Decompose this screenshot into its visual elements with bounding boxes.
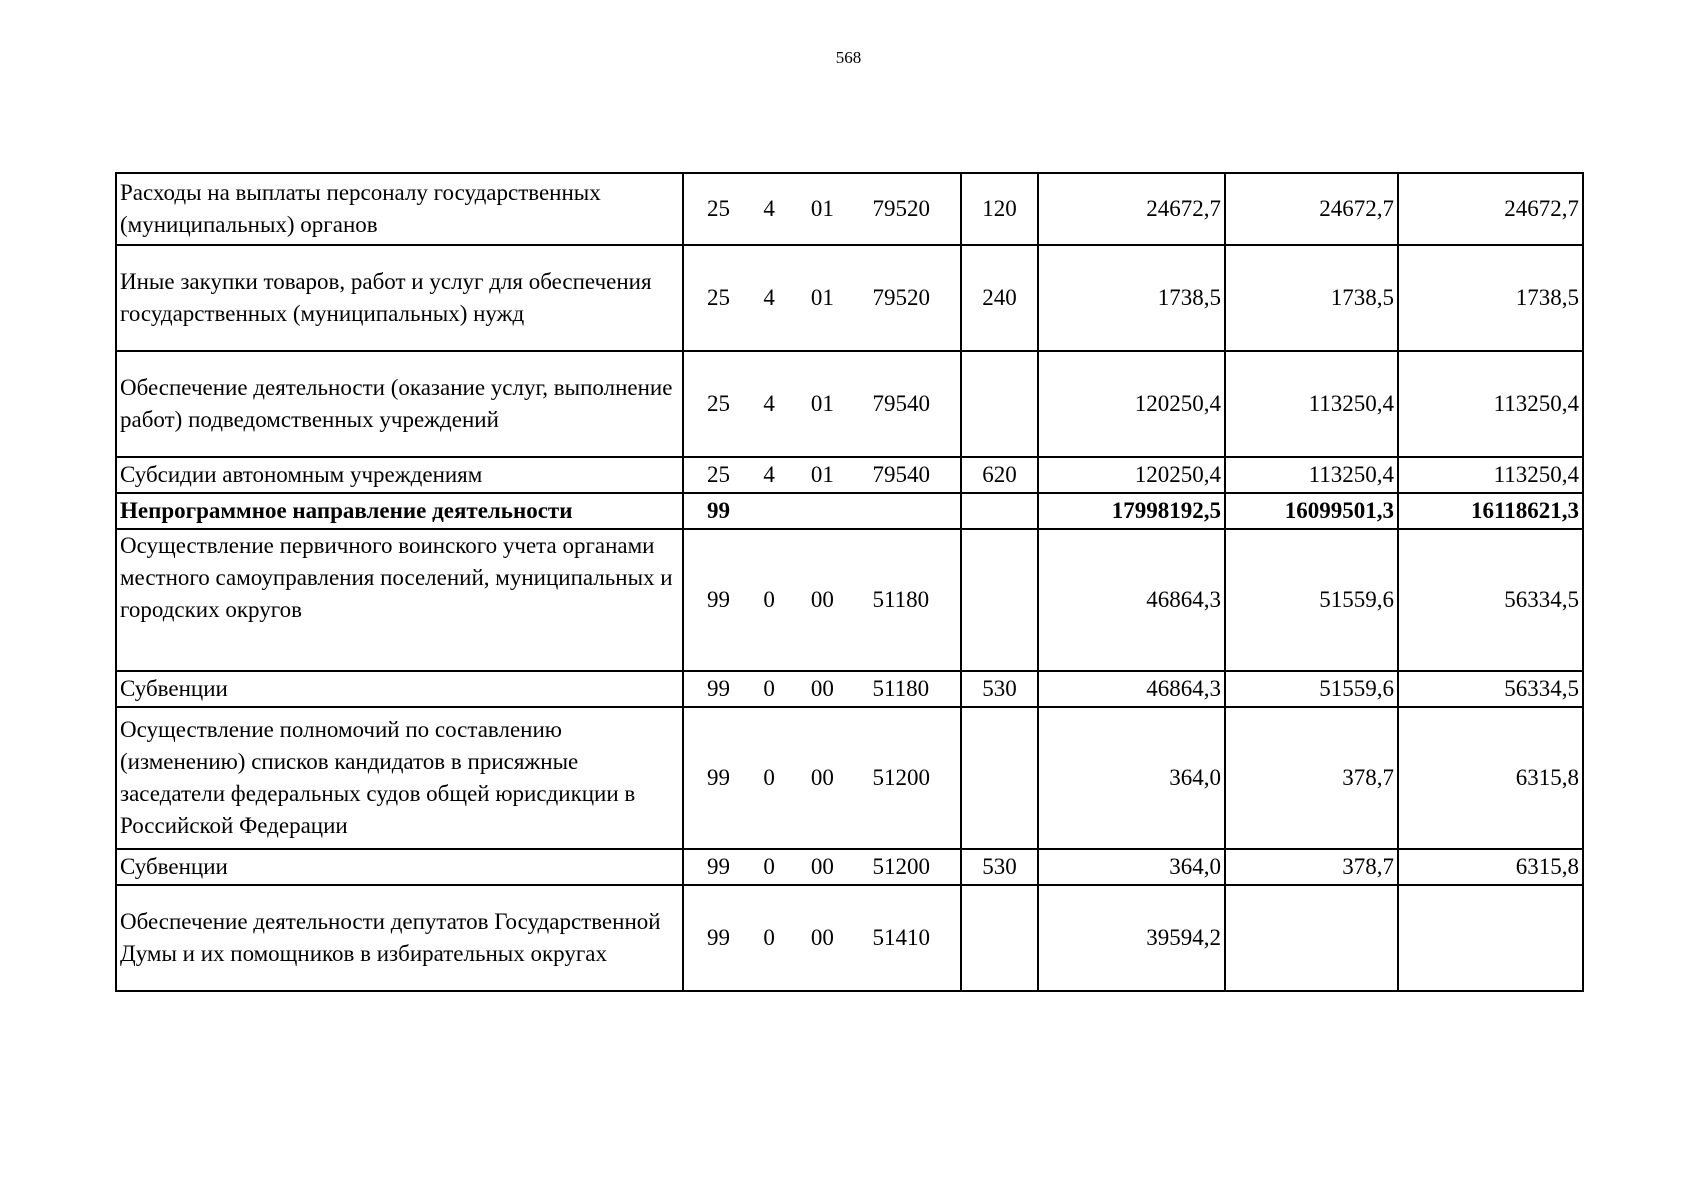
program-code2: 4 <box>763 196 775 221</box>
program-code3: 00 <box>810 765 834 790</box>
table-row <box>116 351 1583 457</box>
program-code3: 00 <box>810 676 834 701</box>
row-description: Осуществление полномочий по составлению (изменению) списков кандидатов в присяжные заседатели федеральных судов общей юрисдикции в Российской Федерации <box>116 707 683 849</box>
amount-v2: 51559,6 <box>1225 529 1398 671</box>
row-codes <box>683 245 961 351</box>
amount-v1: 17998192,5 <box>1038 493 1225 529</box>
row-codes <box>683 173 961 245</box>
table-row <box>116 885 1583 991</box>
program-code4: 79520 <box>872 285 930 310</box>
program-code4: 51180 <box>872 676 930 701</box>
amount-v3: 24672,7 <box>1398 173 1583 245</box>
row-description: Осуществление первичного воинского учета органами местного самоуправления поселений, муниципальных и городских округов <box>116 529 683 671</box>
expense-type-code: 120 <box>961 173 1038 245</box>
amount-v3 <box>1398 885 1583 991</box>
program-code2: 4 <box>763 391 775 416</box>
program-code2: 0 <box>763 765 775 790</box>
amount-v2: 113250,4 <box>1225 351 1398 457</box>
program-code1: 99 <box>707 925 730 950</box>
program-code1: 25 <box>707 462 730 487</box>
program-code4: 79540 <box>872 462 930 487</box>
amount-v2: 24672,7 <box>1225 173 1398 245</box>
program-code4: 51200 <box>872 765 930 790</box>
program-code2: 4 <box>763 462 775 487</box>
program-code3: 00 <box>810 854 834 879</box>
table-row <box>116 457 1583 493</box>
amount-v2: 1738,5 <box>1225 245 1398 351</box>
program-code2: 0 <box>763 925 775 950</box>
amount-v3: 6315,8 <box>1398 707 1583 849</box>
program-code1: 99 <box>707 765 730 790</box>
row-codes <box>683 457 961 493</box>
row-codes <box>683 351 961 457</box>
table-row <box>116 493 1583 529</box>
amount-v1: 364,0 <box>1038 849 1225 885</box>
expense-type-code: 530 <box>961 671 1038 707</box>
program-code3: 01 <box>810 462 834 487</box>
amount-v1: 46864,3 <box>1038 529 1225 671</box>
row-codes <box>683 849 961 885</box>
program-code4: 51200 <box>872 854 930 879</box>
amount-v3: 113250,4 <box>1398 457 1583 493</box>
program-code1: 25 <box>707 285 730 310</box>
program-code1: 25 <box>707 196 730 221</box>
row-description: Субвенции <box>116 671 683 707</box>
program-code3: 01 <box>810 196 834 221</box>
table-row <box>116 671 1583 707</box>
amount-v1: 24672,7 <box>1038 173 1225 245</box>
amount-v2: 113250,4 <box>1225 457 1398 493</box>
expense-type-code <box>961 493 1038 529</box>
amount-v2 <box>1225 885 1398 991</box>
row-description: Обеспечение деятельности (оказание услуг, выполнение работ) подведомственных учреждений <box>116 351 683 457</box>
program-code4: 79540 <box>872 391 930 416</box>
amount-v1: 46864,3 <box>1038 671 1225 707</box>
row-codes <box>683 885 961 991</box>
amount-v3: 113250,4 <box>1398 351 1583 457</box>
amount-v2: 16099501,3 <box>1225 493 1398 529</box>
row-description: Субсидии автономным учреждениям <box>116 457 683 493</box>
amount-v2: 378,7 <box>1225 849 1398 885</box>
amount-v3: 1738,5 <box>1398 245 1583 351</box>
expense-type-code: 530 <box>961 849 1038 885</box>
expense-type-code <box>961 885 1038 991</box>
row-description: Обеспечение деятельности депутатов Государственной Думы и их помощников в избирательных округах <box>116 885 683 991</box>
program-code4: 51410 <box>872 925 930 950</box>
expense-type-code: 620 <box>961 457 1038 493</box>
row-codes <box>683 529 961 671</box>
program-code4: 79520 <box>872 196 930 221</box>
program-code2: 4 <box>763 285 775 310</box>
amount-v2: 51559,6 <box>1225 671 1398 707</box>
program-code1: 25 <box>707 391 730 416</box>
row-codes <box>683 671 961 707</box>
program-code2: 0 <box>763 676 775 701</box>
amount-v3: 6315,8 <box>1398 849 1583 885</box>
table-row <box>116 245 1583 351</box>
program-code1: 99 <box>707 498 730 523</box>
program-code3: 01 <box>810 391 834 416</box>
program-code1: 99 <box>707 676 730 701</box>
program-code2: 0 <box>763 587 775 612</box>
amount-v3: 56334,5 <box>1398 529 1583 671</box>
amount-v3: 16118621,3 <box>1398 493 1583 529</box>
expense-type-code <box>961 529 1038 671</box>
budget-table <box>115 172 1584 992</box>
table-row <box>116 707 1583 849</box>
program-code1: 99 <box>707 854 730 879</box>
amount-v1: 120250,4 <box>1038 457 1225 493</box>
row-description: Субвенции <box>116 849 683 885</box>
amount-v1: 120250,4 <box>1038 351 1225 457</box>
row-description: Иные закупки товаров, работ и услуг для обеспечения государственных (муниципальных) нужд <box>116 245 683 351</box>
row-codes <box>683 707 961 849</box>
expense-type-code: 240 <box>961 245 1038 351</box>
row-description: Расходы на выплаты персоналу государственных (муниципальных) органов <box>116 173 683 245</box>
expense-type-code <box>961 351 1038 457</box>
program-code4: 51180 <box>872 587 930 612</box>
amount-v1: 364,0 <box>1038 707 1225 849</box>
program-code3: 00 <box>810 587 834 612</box>
row-codes <box>683 493 961 529</box>
page-number: 568 <box>835 48 862 67</box>
program-code3: 00 <box>810 925 834 950</box>
row-description: Непрограммное направление деятельности <box>116 493 683 529</box>
amount-v2: 378,7 <box>1225 707 1398 849</box>
table-row <box>116 529 1583 671</box>
program-code1: 99 <box>707 587 730 612</box>
table-row <box>116 173 1583 245</box>
expense-type-code <box>961 707 1038 849</box>
amount-v3: 56334,5 <box>1398 671 1583 707</box>
program-code3: 01 <box>810 285 834 310</box>
program-code2: 0 <box>763 854 775 879</box>
table-row <box>116 849 1583 885</box>
amount-v1: 39594,2 <box>1038 885 1225 991</box>
amount-v1: 1738,5 <box>1038 245 1225 351</box>
